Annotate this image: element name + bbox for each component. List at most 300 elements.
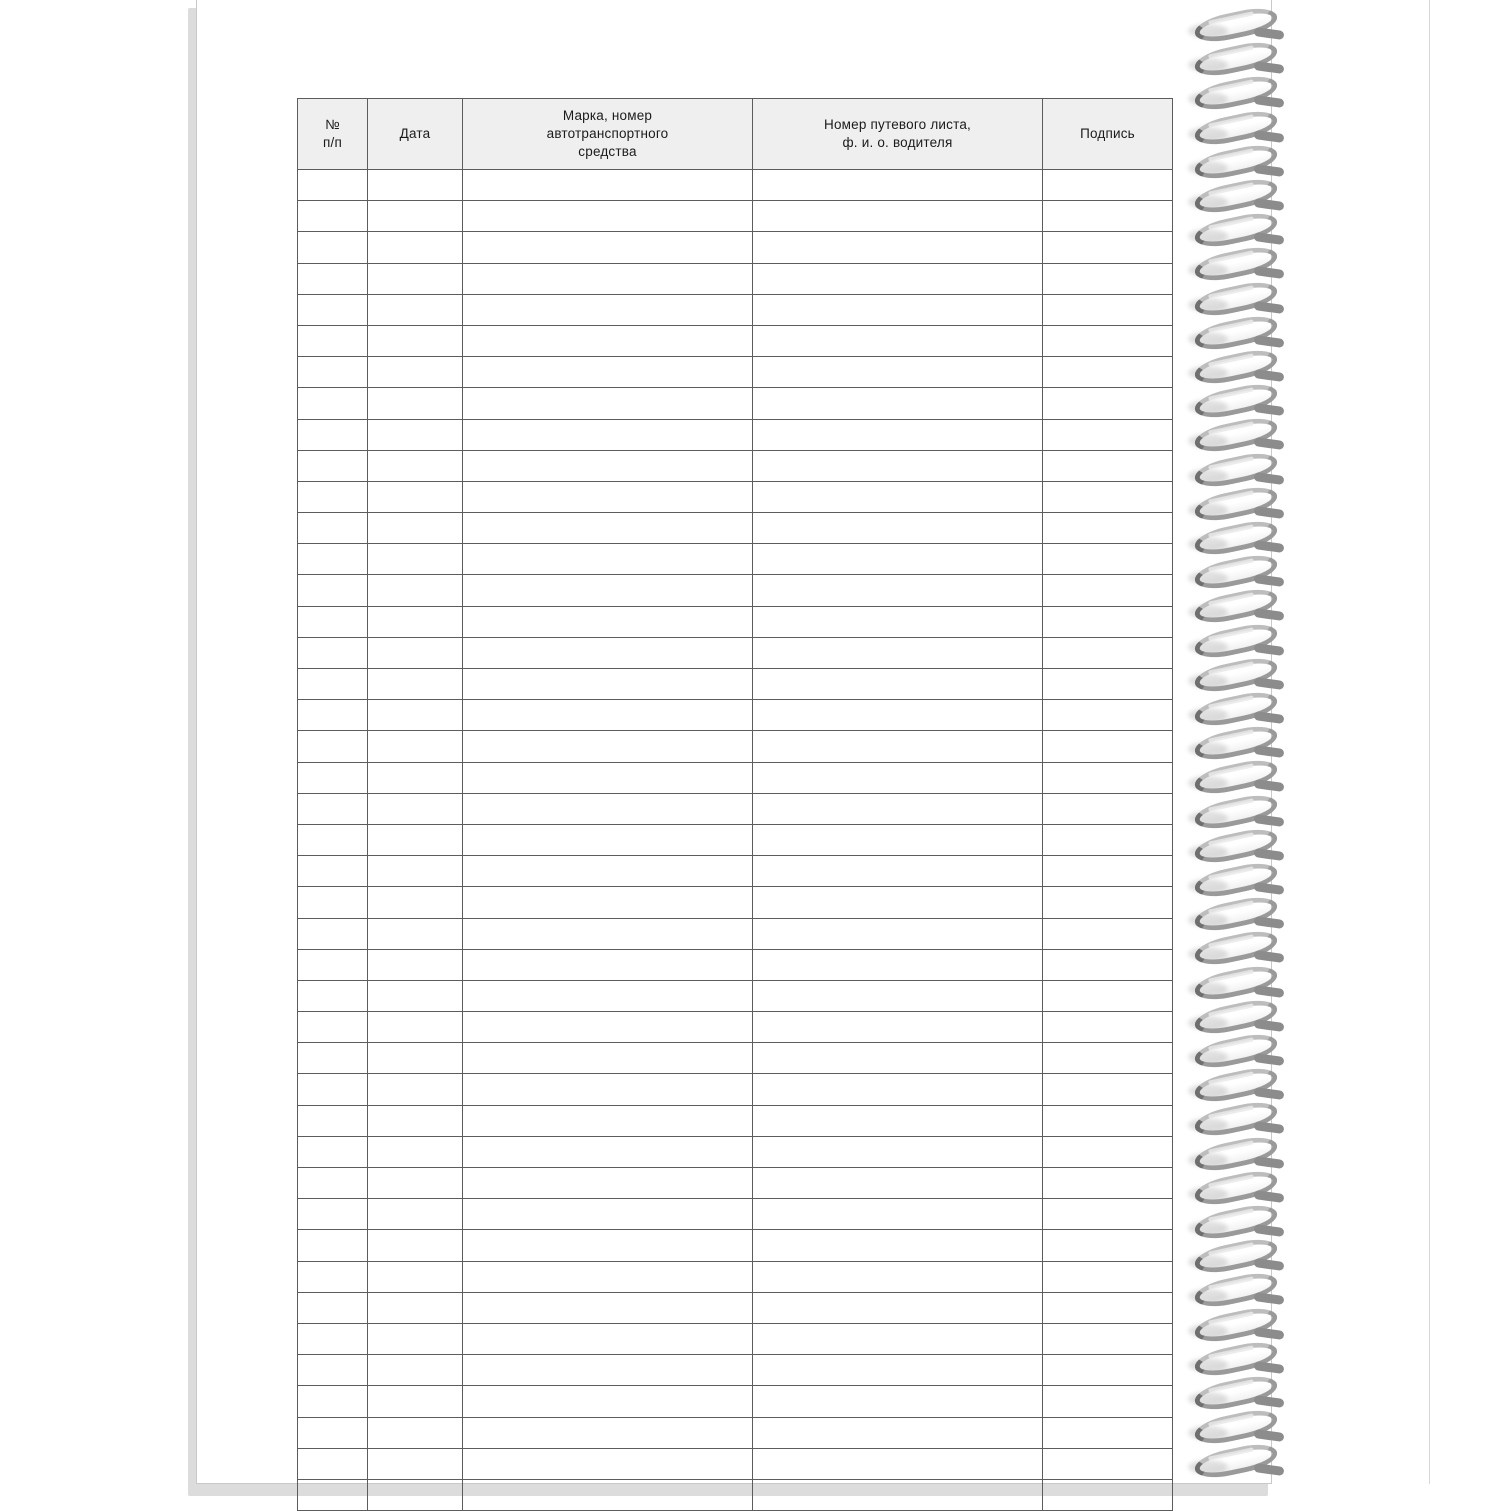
table-row[interactable] <box>298 606 1173 637</box>
table-cell-vehicle[interactable] <box>463 1168 753 1199</box>
table-cell-waybill[interactable] <box>753 700 1043 731</box>
table-cell-num[interactable] <box>298 887 368 918</box>
table-row[interactable] <box>298 1043 1173 1074</box>
table-row[interactable] <box>298 419 1173 450</box>
table-cell-waybill[interactable] <box>753 1323 1043 1354</box>
spiral-loop-ring <box>1192 961 1280 1004</box>
table-cell-num[interactable] <box>298 731 368 762</box>
table-cell-num[interactable] <box>298 1136 368 1167</box>
table-cell-signature[interactable] <box>1043 1136 1173 1167</box>
table-cell-vehicle[interactable] <box>463 513 753 544</box>
table-cell-signature[interactable] <box>1043 887 1173 918</box>
table-cell-date[interactable] <box>368 1479 463 1510</box>
table-cell-num[interactable] <box>298 1448 368 1479</box>
table-cell-date[interactable] <box>368 357 463 388</box>
table-cell-vehicle[interactable] <box>463 1074 753 1105</box>
table-cell-num[interactable] <box>298 450 368 481</box>
spiral-loop-ring <box>1192 1440 1280 1483</box>
table-cell-vehicle[interactable] <box>463 1292 753 1323</box>
table-cell-date[interactable] <box>368 949 463 980</box>
table-cell-date[interactable] <box>368 1448 463 1479</box>
table-cell-signature[interactable] <box>1043 1074 1173 1105</box>
table-cell-vehicle[interactable] <box>463 1323 753 1354</box>
table-row[interactable] <box>298 1012 1173 1043</box>
table-cell-waybill[interactable] <box>753 1448 1043 1479</box>
table-cell-signature[interactable] <box>1043 1261 1173 1292</box>
table-row[interactable] <box>298 357 1173 388</box>
spiral-loop-ring <box>1192 346 1280 389</box>
table-cell-vehicle[interactable] <box>463 1012 753 1043</box>
table-cell-waybill[interactable] <box>753 918 1043 949</box>
table-cell-vehicle[interactable] <box>463 263 753 294</box>
table-cell-waybill[interactable] <box>753 637 1043 668</box>
table-cell-waybill[interactable] <box>753 1074 1043 1105</box>
table-cell-num[interactable] <box>298 1105 368 1136</box>
table-cell-waybill[interactable] <box>753 263 1043 294</box>
table-cell-waybill[interactable] <box>753 419 1043 450</box>
table-cell-date[interactable] <box>368 700 463 731</box>
table-cell-num[interactable] <box>298 263 368 294</box>
table-cell-signature[interactable] <box>1043 824 1173 855</box>
table-cell-date[interactable] <box>368 762 463 793</box>
table-cell-num[interactable] <box>298 1168 368 1199</box>
table-cell-vehicle[interactable] <box>463 1417 753 1448</box>
table-cell-signature[interactable] <box>1043 1230 1173 1261</box>
table-row[interactable] <box>298 793 1173 824</box>
table-cell-vehicle[interactable] <box>463 637 753 668</box>
table-cell-date[interactable] <box>368 1386 463 1417</box>
table-cell-num[interactable] <box>298 232 368 263</box>
spiral-loop <box>1194 559 1280 589</box>
table-cell-signature[interactable] <box>1043 1323 1173 1354</box>
table-cell-signature[interactable] <box>1043 419 1173 450</box>
table-row[interactable] <box>298 1168 1173 1199</box>
table-cell-vehicle[interactable] <box>463 481 753 512</box>
table-row[interactable] <box>298 856 1173 887</box>
table-cell-vehicle[interactable] <box>463 544 753 575</box>
table-cell-date[interactable] <box>368 513 463 544</box>
table-cell-signature[interactable] <box>1043 700 1173 731</box>
table-cell-waybill[interactable] <box>753 513 1043 544</box>
table-row[interactable] <box>298 731 1173 762</box>
table-row[interactable] <box>298 294 1173 325</box>
table-cell-num[interactable] <box>298 481 368 512</box>
table-cell-num[interactable] <box>298 949 368 980</box>
table-cell-vehicle[interactable] <box>463 762 753 793</box>
table-cell-date[interactable] <box>368 1136 463 1167</box>
table-cell-signature[interactable] <box>1043 575 1173 606</box>
table-cell-vehicle[interactable] <box>463 1386 753 1417</box>
table-cell-date[interactable] <box>368 980 463 1011</box>
table-cell-date[interactable] <box>368 481 463 512</box>
table-cell-vehicle[interactable] <box>463 1105 753 1136</box>
table-cell-waybill[interactable] <box>753 201 1043 232</box>
table-cell-waybill[interactable] <box>753 1417 1043 1448</box>
table-cell-num[interactable] <box>298 1292 368 1323</box>
table-row[interactable] <box>298 232 1173 263</box>
table-cell-date[interactable] <box>368 637 463 668</box>
table-cell-signature[interactable] <box>1043 1292 1173 1323</box>
table-cell-vehicle[interactable] <box>463 824 753 855</box>
table-cell-num[interactable] <box>298 357 368 388</box>
table-cell-date[interactable] <box>368 731 463 762</box>
table-cell-signature[interactable] <box>1043 201 1173 232</box>
table-cell-num[interactable] <box>298 637 368 668</box>
spiral-loop-tail <box>1254 472 1285 485</box>
table-row[interactable] <box>298 1261 1173 1292</box>
table-row[interactable] <box>298 1323 1173 1354</box>
spiral-loop <box>1194 183 1280 213</box>
table-cell-vehicle[interactable] <box>463 918 753 949</box>
table-row[interactable] <box>298 887 1173 918</box>
table-cell-waybill[interactable] <box>753 1261 1043 1292</box>
table-cell-waybill[interactable] <box>753 1386 1043 1417</box>
table-cell-date[interactable] <box>368 1074 463 1105</box>
table-cell-vehicle[interactable] <box>463 294 753 325</box>
table-cell-signature[interactable] <box>1043 1043 1173 1074</box>
table-cell-signature[interactable] <box>1043 918 1173 949</box>
table-row[interactable] <box>298 263 1173 294</box>
table-cell-signature[interactable] <box>1043 263 1173 294</box>
table-cell-waybill[interactable] <box>753 294 1043 325</box>
table-cell-waybill[interactable] <box>753 1199 1043 1230</box>
table-cell-num[interactable] <box>298 762 368 793</box>
table-cell-date[interactable] <box>368 1261 463 1292</box>
table-cell-signature[interactable] <box>1043 1448 1173 1479</box>
table-cell-num[interactable] <box>298 388 368 419</box>
table-row[interactable] <box>298 1417 1173 1448</box>
spiral-loop-ring <box>1192 927 1280 970</box>
spiral-loop-tail <box>1254 1327 1285 1340</box>
table-row[interactable] <box>298 762 1173 793</box>
table-row[interactable] <box>298 513 1173 544</box>
table-cell-signature[interactable] <box>1043 1417 1173 1448</box>
table-row[interactable] <box>298 1105 1173 1136</box>
table-cell-waybill[interactable] <box>753 450 1043 481</box>
table-cell-waybill[interactable] <box>753 1355 1043 1386</box>
spiral-loop-tail <box>1254 608 1285 621</box>
spiral-loop-ring <box>1192 311 1280 354</box>
table-cell-signature[interactable] <box>1043 793 1173 824</box>
table-cell-signature[interactable] <box>1043 1386 1173 1417</box>
table-body <box>298 170 1173 1511</box>
table-cell-num[interactable] <box>298 1012 368 1043</box>
table-cell-date[interactable] <box>368 918 463 949</box>
table-cell-waybill[interactable] <box>753 544 1043 575</box>
table-cell-date[interactable] <box>368 294 463 325</box>
table-cell-num[interactable] <box>298 170 368 201</box>
table-row[interactable] <box>298 1448 1173 1479</box>
table-cell-signature[interactable] <box>1043 949 1173 980</box>
table-cell-waybill[interactable] <box>753 481 1043 512</box>
spiral-loop <box>1194 833 1280 863</box>
table-cell-signature[interactable] <box>1043 357 1173 388</box>
table-cell-num[interactable] <box>298 980 368 1011</box>
table-row[interactable] <box>298 1074 1173 1105</box>
table-cell-date[interactable] <box>368 1168 463 1199</box>
table-cell-waybill[interactable] <box>753 1168 1043 1199</box>
table-cell-num[interactable] <box>298 918 368 949</box>
table-cell-num[interactable] <box>298 513 368 544</box>
table-cell-signature[interactable] <box>1043 980 1173 1011</box>
table-cell-waybill[interactable] <box>753 669 1043 700</box>
table-cell-vehicle[interactable] <box>463 201 753 232</box>
table-cell-num[interactable] <box>298 700 368 731</box>
table-cell-vehicle[interactable] <box>463 170 753 201</box>
table-cell-num[interactable] <box>298 419 368 450</box>
spiral-loop-ring <box>1192 859 1280 902</box>
table-cell-date[interactable] <box>368 388 463 419</box>
spiral-loop-tail <box>1254 506 1285 519</box>
spiral-loop-tail <box>1254 643 1285 656</box>
table-cell-vehicle[interactable] <box>463 450 753 481</box>
table-cell-vehicle[interactable] <box>463 1355 753 1386</box>
table-cell-waybill[interactable] <box>753 731 1043 762</box>
table-cell-date[interactable] <box>368 1043 463 1074</box>
spiral-loop-tail <box>1254 1156 1285 1169</box>
table-cell-signature[interactable] <box>1043 1105 1173 1136</box>
table-cell-waybill[interactable] <box>753 980 1043 1011</box>
table-cell-vehicle[interactable] <box>463 1479 753 1510</box>
table-cell-vehicle[interactable] <box>463 793 753 824</box>
spiral-loop-ring <box>1192 756 1280 799</box>
table-cell-num[interactable] <box>298 856 368 887</box>
table-cell-vehicle[interactable] <box>463 1448 753 1479</box>
table-cell-num[interactable] <box>298 1043 368 1074</box>
spiral-loop <box>1194 1243 1280 1273</box>
spiral-loop <box>1194 1277 1280 1307</box>
table-cell-vehicle[interactable] <box>463 887 753 918</box>
table-cell-waybill[interactable] <box>753 1012 1043 1043</box>
table-row[interactable] <box>298 201 1173 232</box>
table-cell-signature[interactable] <box>1043 762 1173 793</box>
table-cell-date[interactable] <box>368 606 463 637</box>
table-row[interactable] <box>298 1136 1173 1167</box>
table-row[interactable] <box>298 824 1173 855</box>
table-cell-num[interactable] <box>298 1261 368 1292</box>
table-cell-waybill[interactable] <box>753 575 1043 606</box>
table-row[interactable] <box>298 325 1173 356</box>
table-cell-signature[interactable] <box>1043 294 1173 325</box>
spiral-loop-ring <box>1192 688 1280 731</box>
spiral-loop-tail <box>1254 95 1285 108</box>
table-cell-vehicle[interactable] <box>463 669 753 700</box>
table-row[interactable] <box>298 170 1173 201</box>
table-cell-vehicle[interactable] <box>463 606 753 637</box>
spiral-loop <box>1194 1038 1280 1068</box>
table-row[interactable] <box>298 481 1173 512</box>
table-cell-date[interactable] <box>368 1323 463 1354</box>
table-cell-waybill[interactable] <box>753 1105 1043 1136</box>
table-cell-vehicle[interactable] <box>463 700 753 731</box>
table-cell-vehicle[interactable] <box>463 575 753 606</box>
table-row[interactable] <box>298 949 1173 980</box>
table-cell-waybill[interactable] <box>753 856 1043 887</box>
table-row[interactable] <box>298 637 1173 668</box>
table-cell-num[interactable] <box>298 1074 368 1105</box>
table-row[interactable] <box>298 700 1173 731</box>
table-cell-date[interactable] <box>368 793 463 824</box>
spiral-loop-ring <box>1192 1372 1280 1415</box>
table-cell-vehicle[interactable] <box>463 1199 753 1230</box>
spiral-loop-ring <box>1192 4 1280 47</box>
spiral-loop-tail <box>1254 1429 1285 1442</box>
table-row[interactable] <box>298 1230 1173 1261</box>
table-cell-signature[interactable] <box>1043 325 1173 356</box>
table-cell-vehicle[interactable] <box>463 1261 753 1292</box>
table-cell-num[interactable] <box>298 575 368 606</box>
table-cell-signature[interactable] <box>1043 1168 1173 1199</box>
spiral-loop-tail <box>1254 950 1285 963</box>
table-cell-waybill[interactable] <box>753 325 1043 356</box>
table-cell-vehicle[interactable] <box>463 949 753 980</box>
table-cell-signature[interactable] <box>1043 731 1173 762</box>
table-cell-date[interactable] <box>368 824 463 855</box>
column-header-vehicle-line2: автотранспортного <box>546 126 669 142</box>
table-cell-num[interactable] <box>298 201 368 232</box>
table-cell-num[interactable] <box>298 1417 368 1448</box>
table-cell-vehicle[interactable] <box>463 1136 753 1167</box>
table-cell-waybill[interactable] <box>753 170 1043 201</box>
table-cell-date[interactable] <box>368 1012 463 1043</box>
table-cell-date[interactable] <box>368 450 463 481</box>
spiral-loop-tail <box>1254 1361 1285 1374</box>
table-cell-signature[interactable] <box>1043 388 1173 419</box>
table-row[interactable] <box>298 544 1173 575</box>
table-cell-num[interactable] <box>298 1323 368 1354</box>
spiral-loop-ring <box>1192 1201 1280 1244</box>
table-row[interactable] <box>298 980 1173 1011</box>
table-cell-waybill[interactable] <box>753 606 1043 637</box>
table-cell-num[interactable] <box>298 1479 368 1510</box>
table-cell-waybill[interactable] <box>753 232 1043 263</box>
table-cell-num[interactable] <box>298 1199 368 1230</box>
table-cell-vehicle[interactable] <box>463 388 753 419</box>
table-row[interactable] <box>298 1479 1173 1510</box>
table-cell-signature[interactable] <box>1043 450 1173 481</box>
table-cell-signature[interactable] <box>1043 170 1173 201</box>
table-cell-waybill[interactable] <box>753 1479 1043 1510</box>
table-cell-signature[interactable] <box>1043 513 1173 544</box>
table-cell-waybill[interactable] <box>753 824 1043 855</box>
table-cell-signature[interactable] <box>1043 606 1173 637</box>
table-cell-date[interactable] <box>368 856 463 887</box>
table-cell-signature[interactable] <box>1043 232 1173 263</box>
table-cell-num[interactable] <box>298 669 368 700</box>
table-cell-vehicle[interactable] <box>463 325 753 356</box>
table-cell-num[interactable] <box>298 544 368 575</box>
spiral-loop-tail <box>1254 1053 1285 1066</box>
spiral-loop-tail <box>1254 1224 1285 1237</box>
table-cell-date[interactable] <box>368 544 463 575</box>
table-cell-waybill[interactable] <box>753 1292 1043 1323</box>
table-row[interactable] <box>298 918 1173 949</box>
table-cell-waybill[interactable] <box>753 762 1043 793</box>
table-row[interactable] <box>298 1386 1173 1417</box>
table-cell-num[interactable] <box>298 793 368 824</box>
table-cell-signature[interactable] <box>1043 1355 1173 1386</box>
table-cell-num[interactable] <box>298 824 368 855</box>
table-cell-date[interactable] <box>368 575 463 606</box>
table-cell-num[interactable] <box>298 1230 368 1261</box>
table-cell-waybill[interactable] <box>753 1230 1043 1261</box>
spiral-loop-tail <box>1254 677 1285 690</box>
table-cell-vehicle[interactable] <box>463 731 753 762</box>
table-cell-date[interactable] <box>368 887 463 918</box>
table-row[interactable] <box>298 669 1173 700</box>
table-cell-date[interactable] <box>368 170 463 201</box>
table-cell-date[interactable] <box>368 669 463 700</box>
spiral-loop-tail <box>1254 301 1285 314</box>
table-cell-signature[interactable] <box>1043 481 1173 512</box>
table-cell-vehicle[interactable] <box>463 419 753 450</box>
spiral-loop-ring <box>1192 414 1280 457</box>
spiral-loop-ring <box>1192 72 1280 115</box>
table-cell-vehicle[interactable] <box>463 357 753 388</box>
table-cell-date[interactable] <box>368 232 463 263</box>
table-cell-date[interactable] <box>368 1355 463 1386</box>
table-row[interactable] <box>298 575 1173 606</box>
spiral-loop <box>1194 80 1280 110</box>
table-cell-date[interactable] <box>368 1230 463 1261</box>
table-row[interactable] <box>298 450 1173 481</box>
table-cell-signature[interactable] <box>1043 669 1173 700</box>
table-cell-vehicle[interactable] <box>463 232 753 263</box>
spiral-loop-ring <box>1192 722 1280 765</box>
table-cell-date[interactable] <box>368 201 463 232</box>
table-cell-date[interactable] <box>368 1105 463 1136</box>
table-cell-date[interactable] <box>368 1417 463 1448</box>
table-cell-vehicle[interactable] <box>463 980 753 1011</box>
table-cell-signature[interactable] <box>1043 1199 1173 1230</box>
table-cell-vehicle[interactable] <box>463 856 753 887</box>
table-cell-waybill[interactable] <box>753 1136 1043 1167</box>
table-row[interactable] <box>298 1292 1173 1323</box>
table-cell-waybill[interactable] <box>753 949 1043 980</box>
table-cell-date[interactable] <box>368 1199 463 1230</box>
table-cell-signature[interactable] <box>1043 544 1173 575</box>
table-row[interactable] <box>298 1199 1173 1230</box>
table-cell-num[interactable] <box>298 294 368 325</box>
table-cell-date[interactable] <box>368 325 463 356</box>
table-cell-num[interactable] <box>298 1386 368 1417</box>
column-header-number <box>298 99 368 170</box>
table-cell-vehicle[interactable] <box>463 1043 753 1074</box>
table-cell-num[interactable] <box>298 1355 368 1386</box>
table-row[interactable] <box>298 1355 1173 1386</box>
spiral-loop-ring <box>1192 1235 1280 1278</box>
spiral-loop-ring <box>1192 790 1280 833</box>
table-cell-waybill[interactable] <box>753 1043 1043 1074</box>
table-cell-signature[interactable] <box>1043 1479 1173 1510</box>
table-cell-date[interactable] <box>368 419 463 450</box>
table-cell-signature[interactable] <box>1043 1012 1173 1043</box>
spiral-loop <box>1194 1414 1280 1444</box>
table-cell-num[interactable] <box>298 325 368 356</box>
table-cell-waybill[interactable] <box>753 887 1043 918</box>
table-row[interactable] <box>298 388 1173 419</box>
table-cell-date[interactable] <box>368 1292 463 1323</box>
spiral-loop <box>1194 662 1280 692</box>
table-cell-signature[interactable] <box>1043 637 1173 668</box>
table-cell-date[interactable] <box>368 263 463 294</box>
table-cell-waybill[interactable] <box>753 793 1043 824</box>
table-cell-waybill[interactable] <box>753 357 1043 388</box>
table-cell-signature[interactable] <box>1043 856 1173 887</box>
table-cell-num[interactable] <box>298 606 368 637</box>
table-cell-waybill[interactable] <box>753 388 1043 419</box>
table-cell-vehicle[interactable] <box>463 1230 753 1261</box>
